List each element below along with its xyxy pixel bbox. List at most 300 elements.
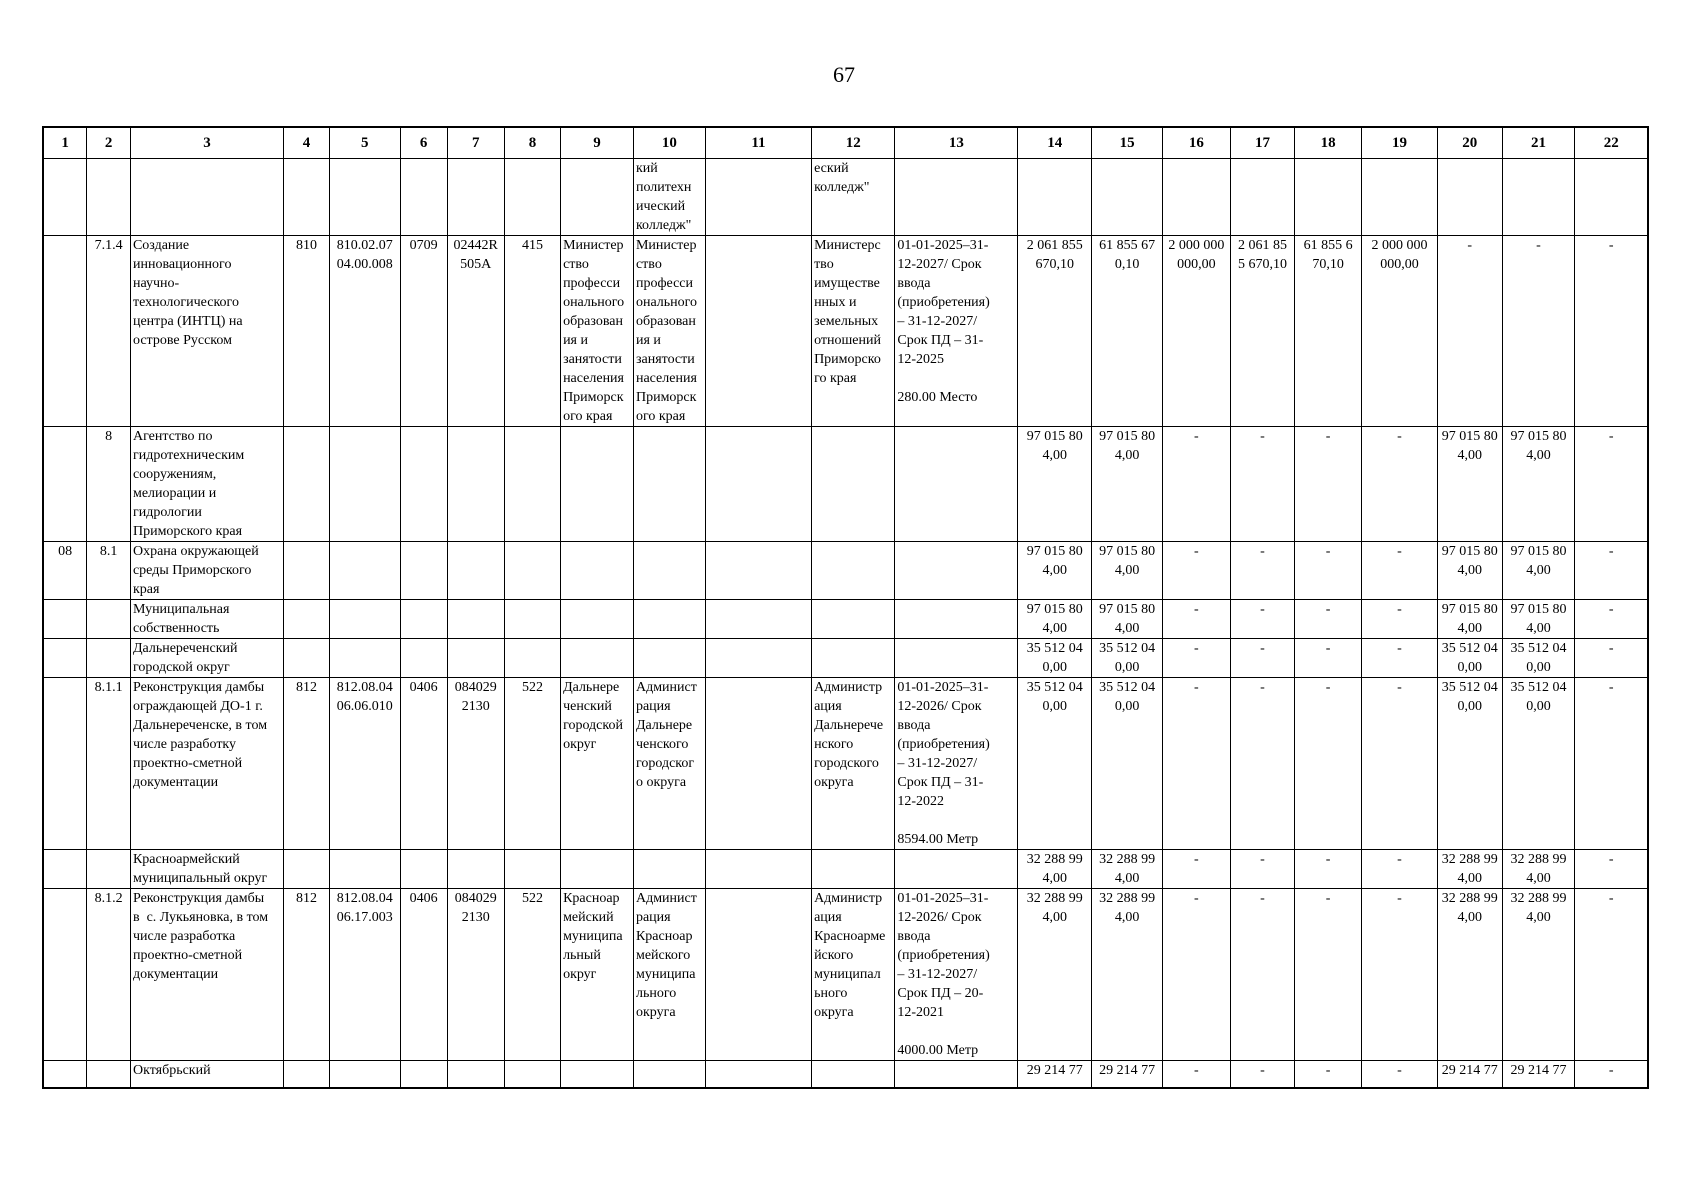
cell-line: (приобретения): [897, 948, 990, 963]
table-cell-col-4: [284, 542, 330, 600]
table-cell-col-13: [895, 639, 1018, 678]
table-cell-col-22: -: [1575, 600, 1648, 639]
header-cell-1: 1: [43, 127, 87, 159]
cell-line: имуществе: [814, 276, 880, 291]
table-cell-col-20: [1437, 1061, 1502, 1088]
cell-line: Дальнереченский: [132, 641, 238, 656]
table-cell-col-15: [1092, 678, 1163, 850]
cell-line: городской: [563, 718, 623, 733]
cell-line: образован: [563, 314, 623, 329]
cell-line: ия и: [635, 333, 661, 348]
cell-line: 01-01-2025–31-: [897, 680, 989, 695]
cell-line: Администр: [814, 891, 883, 906]
cell-line: 4,00: [1042, 910, 1067, 925]
table-cell-col-19: -: [1361, 427, 1437, 542]
table-cell-col-1: [43, 427, 87, 542]
table-cell-col-1: [43, 600, 87, 639]
table-cell-col-11: [705, 850, 811, 889]
table-cell-col-6: [400, 159, 447, 236]
table-cell-col-12: [812, 236, 895, 427]
table-cell-col-20: [1437, 639, 1502, 678]
table-cell-col-1: [43, 1061, 87, 1088]
cell-line: Приморск: [563, 390, 624, 405]
table-cell-col-9: [561, 850, 634, 889]
table-cell-col-3: [130, 1061, 283, 1088]
table-cell-col-14: [1018, 678, 1092, 850]
table-cell-col-20: [1437, 678, 1502, 850]
cell-line: инновационного: [132, 257, 232, 272]
table-cell-col-22: -: [1575, 236, 1648, 427]
table-cell-col-3: [130, 600, 283, 639]
cell-line: Приморского края: [132, 524, 243, 539]
cell-line: городског: [635, 756, 695, 771]
header-cell-4: 4: [284, 127, 330, 159]
cell-line: 2 061 85: [1237, 238, 1287, 253]
cell-line: Красноармейский: [132, 852, 240, 867]
table-cell-col-9: [561, 236, 634, 427]
cell-line: 4,00: [1457, 910, 1482, 925]
cell-line: политехн: [635, 180, 692, 195]
table-cell-col-7: [447, 159, 504, 236]
table-cell-col-11: [705, 427, 811, 542]
table-cell-col-4: [284, 850, 330, 889]
cell-line: 97 015 80: [1026, 429, 1083, 444]
cell-line: Муниципальная: [132, 602, 230, 617]
header-cell-2: 2: [87, 127, 131, 159]
cell-line: 97 015 80: [1026, 544, 1083, 559]
table-cell-col-1: [43, 159, 87, 236]
cell-line: документации: [132, 967, 219, 982]
table-cell-col-12: [812, 889, 895, 1061]
cell-line: 04.00.008: [336, 257, 393, 272]
table-cell-col-17: -: [1230, 1061, 1295, 1088]
cell-line: Дальнерече: [814, 718, 884, 733]
cell-line: проектно-сметной: [132, 756, 243, 771]
table-cell-col-18: -: [1295, 678, 1362, 850]
table-cell-col-15: [1092, 427, 1163, 542]
cell-line: населения: [563, 371, 624, 386]
table-cell-col-15: [1092, 236, 1163, 427]
table-cell-col-8: [504, 850, 560, 889]
table-cell-col-12: [812, 542, 895, 600]
table-cell-col-14: [1018, 889, 1092, 1061]
table-cell-col-8: 415: [504, 236, 560, 427]
cell-line: 4,00: [1526, 563, 1551, 578]
table-row: [43, 427, 1648, 542]
table-cell-col-21: [1502, 600, 1575, 639]
header-cell-10: 10: [633, 127, 705, 159]
cell-line: (приобретения): [897, 295, 990, 310]
table-cell-col-5: [329, 850, 400, 889]
table-cell-col-14: [1018, 236, 1092, 427]
table-cell-col-3: [130, 889, 283, 1061]
table-cell-col-15: [1092, 850, 1163, 889]
table-cell-col-21: [1502, 542, 1575, 600]
cell-line: городской округ: [132, 660, 230, 675]
header-cell-6: 6: [400, 127, 447, 159]
table-cell-col-12: [812, 427, 895, 542]
cell-line: округа: [814, 775, 854, 790]
table-cell-col-2: 8.1.2: [87, 889, 131, 1061]
header-cell-14: 14: [1018, 127, 1092, 159]
cell-line: [897, 369, 1015, 388]
header-cell-16: 16: [1163, 127, 1231, 159]
cell-line: мелиорации и: [132, 486, 217, 501]
cell-line: Агентство по: [132, 429, 213, 444]
cell-line: 12-2026/ Срок: [897, 699, 982, 714]
table-cell-col-10: [633, 600, 705, 639]
table-cell-col-3: [130, 427, 283, 542]
cell-line: мейский: [563, 910, 614, 925]
table-cell-col-2: [87, 639, 131, 678]
cell-line: 4,00: [1457, 448, 1482, 463]
cell-line: числе разработка: [132, 929, 236, 944]
table-cell-col-3: [130, 159, 283, 236]
header-cell-22: 22: [1575, 127, 1648, 159]
table-cell-col-6: 0406: [400, 889, 447, 1061]
table-cell-col-18: -: [1295, 600, 1362, 639]
table-cell-col-8: [504, 427, 560, 542]
table-cell-col-10: [633, 678, 705, 850]
cell-line: Дальнереченске, в том: [132, 718, 268, 733]
table-cell-col-11: [705, 1061, 811, 1088]
table-cell-col-19: [1361, 236, 1437, 427]
cell-line: сооружениям,: [132, 467, 217, 482]
table-cell-col-4: [284, 600, 330, 639]
table-cell-col-7: [447, 850, 504, 889]
table-cell-col-4: [284, 159, 330, 236]
cell-line: Реконструкция дамбы: [132, 680, 265, 695]
table-cell-col-10: [633, 1061, 705, 1088]
cell-line: нных и: [814, 295, 857, 310]
table-cell-col-13: [895, 600, 1018, 639]
table-cell-col-15: [1092, 889, 1163, 1061]
table-cell-col-17: -: [1230, 889, 1295, 1061]
cell-line: ация: [814, 910, 842, 925]
cell-line: острове Русском: [132, 333, 232, 348]
cell-line: – 31-12-2027/: [897, 314, 978, 329]
cell-line: 06.17.003: [336, 910, 393, 925]
cell-line: собственность: [132, 621, 220, 636]
table-cell-col-4: 812: [284, 889, 330, 1061]
cell-line: 812.08.04: [336, 680, 393, 695]
table-cell-col-1: 08: [43, 542, 87, 600]
header-cell-7: 7: [447, 127, 504, 159]
table-cell-col-20: [1437, 889, 1502, 1061]
cell-line: 0,00: [1457, 660, 1482, 675]
cell-line: 810.02.07: [336, 238, 393, 253]
table-cell-col-4: 810: [284, 236, 330, 427]
table-cell-col-10: [633, 889, 705, 1061]
table-cell-col-5: [329, 427, 400, 542]
cell-line: 35 512 04: [1441, 680, 1498, 695]
table-cell-col-22: -: [1575, 542, 1648, 600]
table-cell-col-19: -: [1361, 600, 1437, 639]
header-cell-11: 11: [705, 127, 811, 159]
table-cell-col-18: -: [1295, 1061, 1362, 1088]
table-cell-col-3: [130, 850, 283, 889]
table-cell-col-19: [1361, 159, 1437, 236]
cell-line: рация: [635, 699, 671, 714]
cell-line: 35 512 04: [1510, 680, 1567, 695]
table-cell-col-16: [1163, 236, 1231, 427]
cell-line: ство: [635, 257, 662, 272]
document-table: [42, 126, 1649, 1089]
cell-line: числе разработку: [132, 737, 237, 752]
table-cell-col-21: [1502, 889, 1575, 1061]
table-cell-col-14: [1018, 427, 1092, 542]
cell-line: 06.06.010: [336, 699, 393, 714]
cell-line: 0,00: [1042, 699, 1067, 714]
cell-line: 35 512 04: [1441, 641, 1498, 656]
table-row: [43, 850, 1648, 889]
cell-line: 5 670,10: [1237, 257, 1287, 272]
table-cell-col-14: [1018, 1061, 1092, 1088]
cell-line: 4,00: [1114, 910, 1140, 925]
cell-line: онального: [635, 295, 698, 310]
cell-line: 4,00: [1526, 621, 1551, 636]
cell-line: [897, 811, 1015, 830]
cell-line: 8594.00 Метр: [897, 832, 979, 847]
table-cell-col-1: [43, 678, 87, 850]
cell-line: 2 000 000: [1168, 238, 1225, 253]
table-cell-col-20: [1437, 600, 1502, 639]
table-cell-col-18: -: [1295, 850, 1362, 889]
cell-line: 4,00: [1526, 448, 1551, 463]
table-cell-col-18: -: [1295, 889, 1362, 1061]
table-cell-col-7: [447, 678, 504, 850]
cell-line: [897, 1022, 1015, 1041]
table-cell-col-7: [447, 1061, 504, 1088]
table-row: [43, 542, 1648, 600]
cell-line: Срок ПД – 31-: [897, 333, 984, 348]
cell-line: льного: [635, 986, 677, 1001]
cell-line: 12-2021: [897, 1005, 945, 1020]
cell-line: – 31-12-2027/: [897, 756, 978, 771]
table-cell-col-2: [87, 600, 131, 639]
table-cell-col-10: [633, 850, 705, 889]
header-cell-17: 17: [1230, 127, 1295, 159]
cell-line: 4,00: [1114, 448, 1140, 463]
table-cell-col-6: [400, 600, 447, 639]
cell-line: гидрологии: [132, 505, 202, 520]
table-cell-col-8: [504, 159, 560, 236]
cell-line: Министерс: [814, 238, 881, 253]
cell-line: ство: [563, 257, 589, 272]
header-cell-20: 20: [1437, 127, 1502, 159]
table-cell-col-7: [447, 639, 504, 678]
table-cell-col-2: [87, 850, 131, 889]
cell-line: среды Приморского: [132, 563, 252, 578]
cell-line: 02442R: [453, 238, 498, 253]
cell-line: 4,00: [1457, 621, 1482, 636]
table-cell-col-8: [504, 600, 560, 639]
cell-line: Министер: [635, 238, 697, 253]
cell-line: населения: [635, 371, 697, 386]
cell-line: йского: [814, 948, 854, 963]
cell-line: округа: [635, 1005, 676, 1020]
cell-line: Создание: [132, 238, 190, 253]
table-cell-col-1: [43, 639, 87, 678]
cell-line: городского: [814, 756, 879, 771]
cell-line: колледж": [814, 180, 870, 195]
table-cell-col-6: [400, 1061, 447, 1088]
table-cell-col-2: 8.1: [87, 542, 131, 600]
table-cell-col-6: 0709: [400, 236, 447, 427]
table-cell-col-6: 0406: [400, 678, 447, 850]
table-cell-col-21: [1502, 159, 1575, 236]
table-cell-col-20: [1437, 542, 1502, 600]
cell-line: ченский: [563, 699, 612, 714]
table-cell-col-17: -: [1230, 600, 1295, 639]
table-cell-col-16: [1163, 159, 1231, 236]
table-cell-col-11: [705, 889, 811, 1061]
table-cell-col-4: [284, 1061, 330, 1088]
cell-line: ого края: [635, 409, 686, 424]
cell-line: 0,00: [1457, 699, 1482, 714]
cell-line: 97 015 80: [1099, 602, 1156, 617]
header-cell-13: 13: [895, 127, 1018, 159]
cell-line: муниципа: [563, 929, 623, 944]
cell-line: 2130: [461, 699, 490, 714]
table-cell-col-13: [895, 542, 1018, 600]
table-cell-col-10: [633, 236, 705, 427]
table-cell-col-17: -: [1230, 850, 1295, 889]
cell-line: 01-01-2025–31-: [897, 891, 989, 906]
cell-line: нского: [814, 737, 854, 752]
cell-line: 2 061 855: [1026, 238, 1083, 253]
table-cell-col-17: -: [1230, 427, 1295, 542]
cell-line: 000,00: [1177, 257, 1216, 272]
cell-line: 0,00: [1042, 660, 1067, 675]
table-cell-col-16: -: [1163, 1061, 1231, 1088]
cell-line: 0,00: [1526, 699, 1551, 714]
table-cell-col-7: [447, 600, 504, 639]
cell-line: документации: [132, 775, 219, 790]
table-cell-col-22: -: [1575, 639, 1648, 678]
table-cell-col-6: [400, 542, 447, 600]
table-row: [43, 639, 1648, 678]
table-cell-col-9: [561, 889, 634, 1061]
header-cell-15: 15: [1092, 127, 1163, 159]
cell-line: 4,00: [1457, 563, 1482, 578]
cell-line: 4,00: [1457, 871, 1482, 886]
table-cell-col-12: [812, 159, 895, 236]
cell-line: льный: [563, 948, 601, 963]
cell-line: 01-01-2025–31-: [897, 238, 989, 253]
table-cell-col-5: [329, 1061, 400, 1088]
table-cell-col-11: [705, 159, 811, 236]
cell-line: ограждающей ДО-1 г.: [132, 699, 263, 714]
table-cell-col-14: [1018, 159, 1092, 236]
table-cell-col-9: [561, 600, 634, 639]
table-cell-col-22: [1575, 159, 1648, 236]
cell-line: образован: [635, 314, 696, 329]
table-cell-col-3: [130, 236, 283, 427]
cell-line: 4,00: [1526, 871, 1551, 886]
cell-line: 97 015 80: [1441, 544, 1498, 559]
table-cell-col-18: [1295, 159, 1362, 236]
table-cell-col-14: [1018, 850, 1092, 889]
cell-line: муниципальный округ: [132, 871, 268, 886]
cell-line: 000,00: [1380, 257, 1419, 272]
table-row: [43, 236, 1648, 427]
table-cell-col-14: [1018, 600, 1092, 639]
table-cell-col-21: -: [1502, 236, 1575, 427]
table-cell-col-15: [1092, 639, 1163, 678]
header-row: [43, 127, 1648, 159]
cell-line: технологического: [132, 295, 239, 310]
cell-line: ввода: [897, 929, 931, 944]
cell-line: центра (ИНТЦ) на: [132, 314, 243, 329]
table-cell-col-17: [1230, 159, 1295, 236]
cell-line: проектно-сметной: [132, 948, 243, 963]
table-cell-col-19: -: [1361, 850, 1437, 889]
table-cell-col-15: [1092, 600, 1163, 639]
header-cell-3: 3: [130, 127, 283, 159]
table-row: [43, 678, 1648, 850]
table-cell-col-22: -: [1575, 427, 1648, 542]
table-cell-col-18: -: [1295, 639, 1362, 678]
table-cell-col-14: [1018, 639, 1092, 678]
table-cell-col-11: [705, 542, 811, 600]
cell-line: 4000.00 Метр: [897, 1043, 979, 1058]
table-cell-col-9: [561, 159, 634, 236]
cell-line: 35 512 04: [1026, 680, 1083, 695]
table-cell-col-22: -: [1575, 1061, 1648, 1088]
cell-line: 12-2022: [897, 794, 945, 809]
table-cell-col-5: [329, 678, 400, 850]
table-cell-col-12: [812, 1061, 895, 1088]
cell-line: 2 000 000: [1371, 238, 1428, 253]
table-row: [43, 159, 1648, 236]
table-cell-col-9: [561, 639, 634, 678]
table-cell-col-10: [633, 542, 705, 600]
cell-line: 29 214 77: [1099, 1063, 1156, 1078]
table-cell-col-16: -: [1163, 889, 1231, 1061]
cell-line: (приобретения): [897, 737, 990, 752]
table-cell-col-3: [130, 542, 283, 600]
cell-line: ический: [635, 199, 686, 214]
table-cell-col-18: -: [1295, 542, 1362, 600]
table-cell-col-5: [329, 600, 400, 639]
cell-line: ьного: [814, 986, 848, 1001]
header-cell-21: 21: [1502, 127, 1575, 159]
table-cell-col-7: [447, 889, 504, 1061]
cell-line: округ: [563, 967, 597, 982]
table-cell-col-15: [1092, 542, 1163, 600]
table-cell-col-2: 7.1.4: [87, 236, 131, 427]
cell-line: 29 214 77: [1026, 1063, 1083, 1078]
table-cell-col-20: [1437, 427, 1502, 542]
table-cell-col-8: 522: [504, 678, 560, 850]
cell-line: ченского: [635, 737, 689, 752]
table-cell-col-19: -: [1361, 542, 1437, 600]
cell-line: 4,00: [1042, 621, 1067, 636]
cell-line: 12-2025: [897, 352, 945, 367]
table-cell-col-17: [1230, 236, 1295, 427]
cell-line: ия и: [563, 333, 588, 348]
cell-line: мейского: [635, 948, 691, 963]
table-cell-col-13: [895, 889, 1018, 1061]
table-cell-col-13: [895, 1061, 1018, 1088]
table-cell-col-9: [561, 427, 634, 542]
table-cell-col-8: [504, 1061, 560, 1088]
table-cell-col-22: -: [1575, 850, 1648, 889]
cell-line: научно-: [132, 276, 180, 291]
cell-line: професси: [635, 276, 694, 291]
table-cell-col-3: [130, 678, 283, 850]
